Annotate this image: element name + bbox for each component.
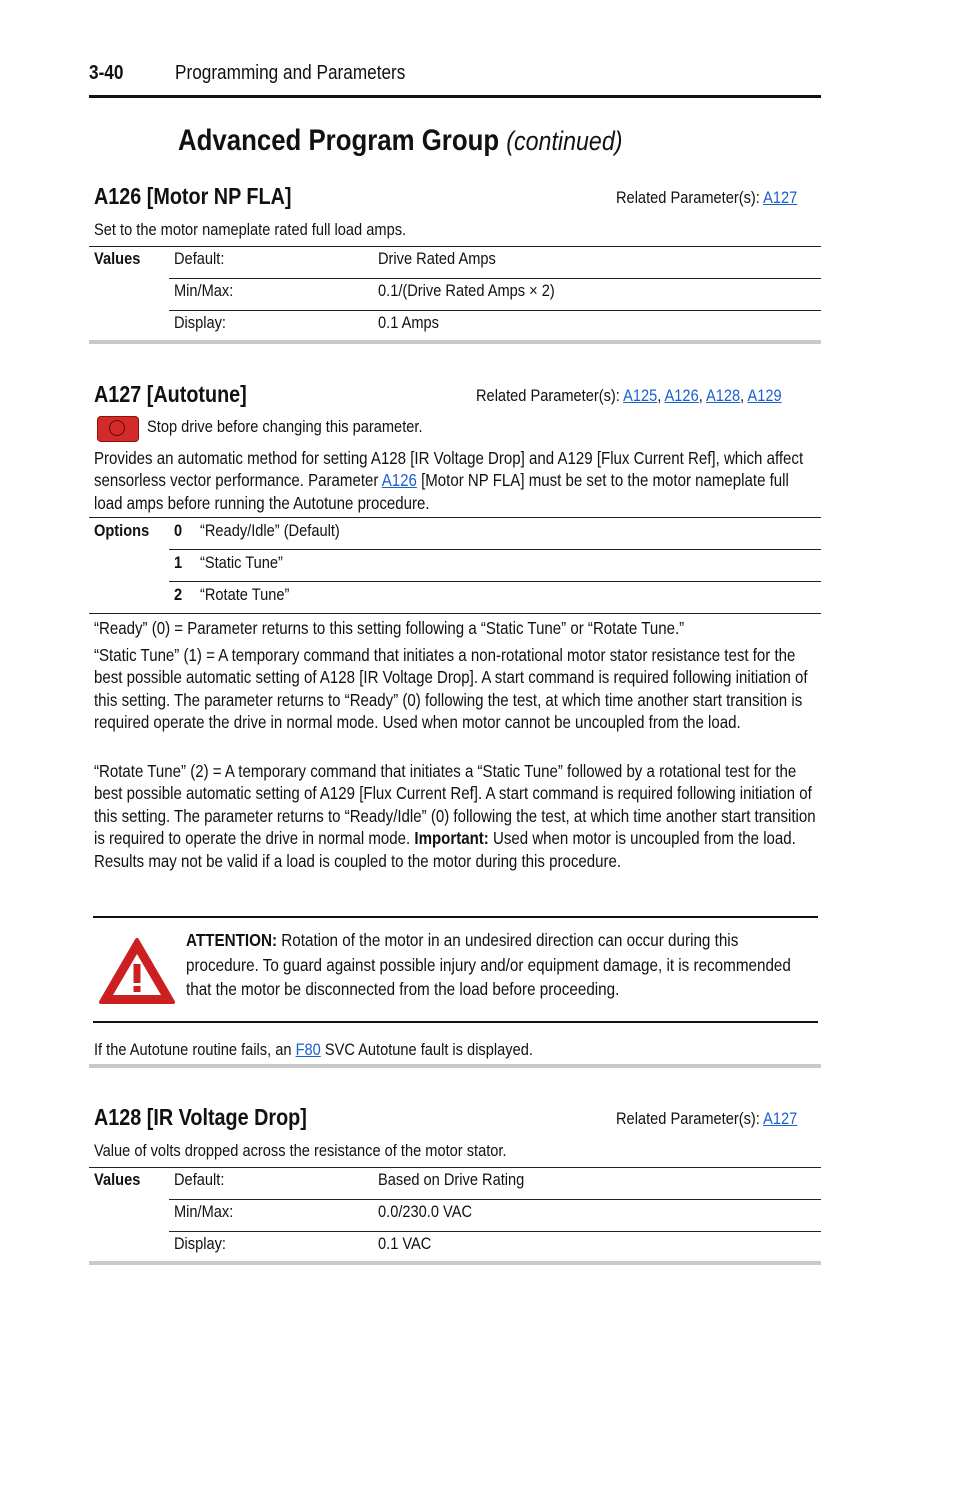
a128-related: Related Parameter(s): A127 [616,1109,798,1128]
note-rotate-tune: “Rotate Tune” (2) = A temporary command that initiates a “Static Tune” followed by a rotational test for the best possible automatic setting of A129 [Flux Current Ref]. A start command is required following initiation of this setting. The parameter returns to “Ready/Idle” (0) following the test, at which time another start transition is required to operate the drive in normal mode. Important: Used when motor is uncoupled from the load. Results may not be valid if a load is coupled to the motor during this procedure. [94,761,816,871]
option-rule [169,549,821,550]
a128-row-label: Min/Max: [174,1202,234,1221]
warning-triangle-icon [99,937,175,1005]
note-static-tune: “Static Tune” (1) = A temporary command that initiates a non-rotational motor stator resistance test for the best possible automatic setting of A128 [IR Voltage Drop]. A start command is required following initiation of this setting. The parameter returns to “Ready” (0) following the test, at which time another start transition is required operate the drive in normal mode. Used when motor cannot be uncoupled from the load. [94,645,808,733]
page-number: 3-40 [89,62,124,84]
a126-description: Set to the motor nameplate rated full load amps. [94,220,407,239]
a126-values-label: Values [94,249,141,268]
a128-row-value: Based on Drive Rating [378,1170,525,1189]
options-top-rule [89,517,821,518]
a126-row-label: Min/Max: [174,281,234,300]
a128-description: Value of volts dropped across the resistance of the motor stator. [94,1141,507,1160]
link-a125[interactable]: A125 [623,386,658,405]
a126-heading: A126 [Motor NP FLA] [94,183,292,209]
header-rule [89,95,821,98]
a126-row-label: Display: [174,313,227,332]
a128-row-rule [169,1199,821,1200]
link-f80[interactable]: F80 [295,1040,321,1059]
a128-row-label: Display: [174,1234,227,1253]
option-number: 1 [174,553,183,572]
note-ready: “Ready” (0) = Parameter returns to this setting following a “Static Tune” or “Rotate Tune.” [94,618,685,638]
a126-row-label: Default: [174,249,225,268]
link-a126-inline[interactable]: A126 [381,470,417,491]
a126-related: Related Parameter(s): A127 [616,188,798,207]
options-label: Options [94,521,150,540]
a128-table-top-rule [89,1167,821,1168]
attention-text: ATTENTION: Rotation of the motor in an undesired direction can occur during this procedure. To guard against possible injury and/or equipment damage, it is recommended that the motor be disconnected from the load before proceeding. [186,930,791,999]
a128-end-rule [89,1261,821,1265]
autotune-fail-note: If the Autotune routine fails, an F80 SVC Autotune fault is displayed. [94,1040,533,1059]
option-number: 2 [174,585,183,604]
a127-related: Related Parameter(s): A125, A126, A128, A129 [476,386,782,405]
a128-row-rule [169,1231,821,1232]
a126-row-rule [169,310,821,311]
a128-row-value: 0.1 VAC [378,1234,432,1253]
attention-bottom-rule [93,1021,818,1023]
page-heading: Advanced Program Group (continued) [178,124,623,157]
a126-end-rule [89,340,821,344]
a126-row-value: Drive Rated Amps [378,249,496,268]
option-text: “Ready/Idle” (Default) [200,521,340,540]
stop-drive-icon [97,416,139,442]
section-title: Programming and Parameters [175,62,406,84]
link-a126[interactable]: A126 [664,386,699,405]
a126-table-top-rule [89,246,821,247]
stop-note: Stop drive before changing this parameter. [147,417,423,436]
option-number: 0 [174,521,183,540]
a127-heading: A127 [Autotune] [94,381,247,407]
option-text: “Static Tune” [200,553,283,572]
a128-heading: A128 [IR Voltage Drop] [94,1104,307,1130]
a126-row-value: 0.1 Amps [378,313,439,332]
a128-row-label: Default: [174,1170,225,1189]
link-a127[interactable]: A127 [763,1109,798,1128]
attention-top-rule [93,916,818,918]
options-bottom-rule [89,613,821,614]
a128-values-label: Values [94,1170,141,1189]
option-rule [169,581,821,582]
a128-row-value: 0.0/230.0 VAC [378,1202,473,1221]
link-a128[interactable]: A128 [706,386,741,405]
a127-description: Provides an automatic method for setting A128 [IR Voltage Drop] and A129 [Flux Current Ref], which affect sensorless vector performance. Parameter A126 [Motor NP FLA] must be set to the motor nameplate full load amps before running the Autotune procedure. [94,448,804,513]
a126-row-value: 0.1/(Drive Rated Amps × 2) [378,281,555,300]
a127-end-rule [89,1064,821,1068]
link-a127[interactable]: A127 [763,188,798,207]
option-text: “Rotate Tune” [200,585,290,604]
link-a129[interactable]: A129 [747,386,782,405]
a126-row-rule [169,278,821,279]
